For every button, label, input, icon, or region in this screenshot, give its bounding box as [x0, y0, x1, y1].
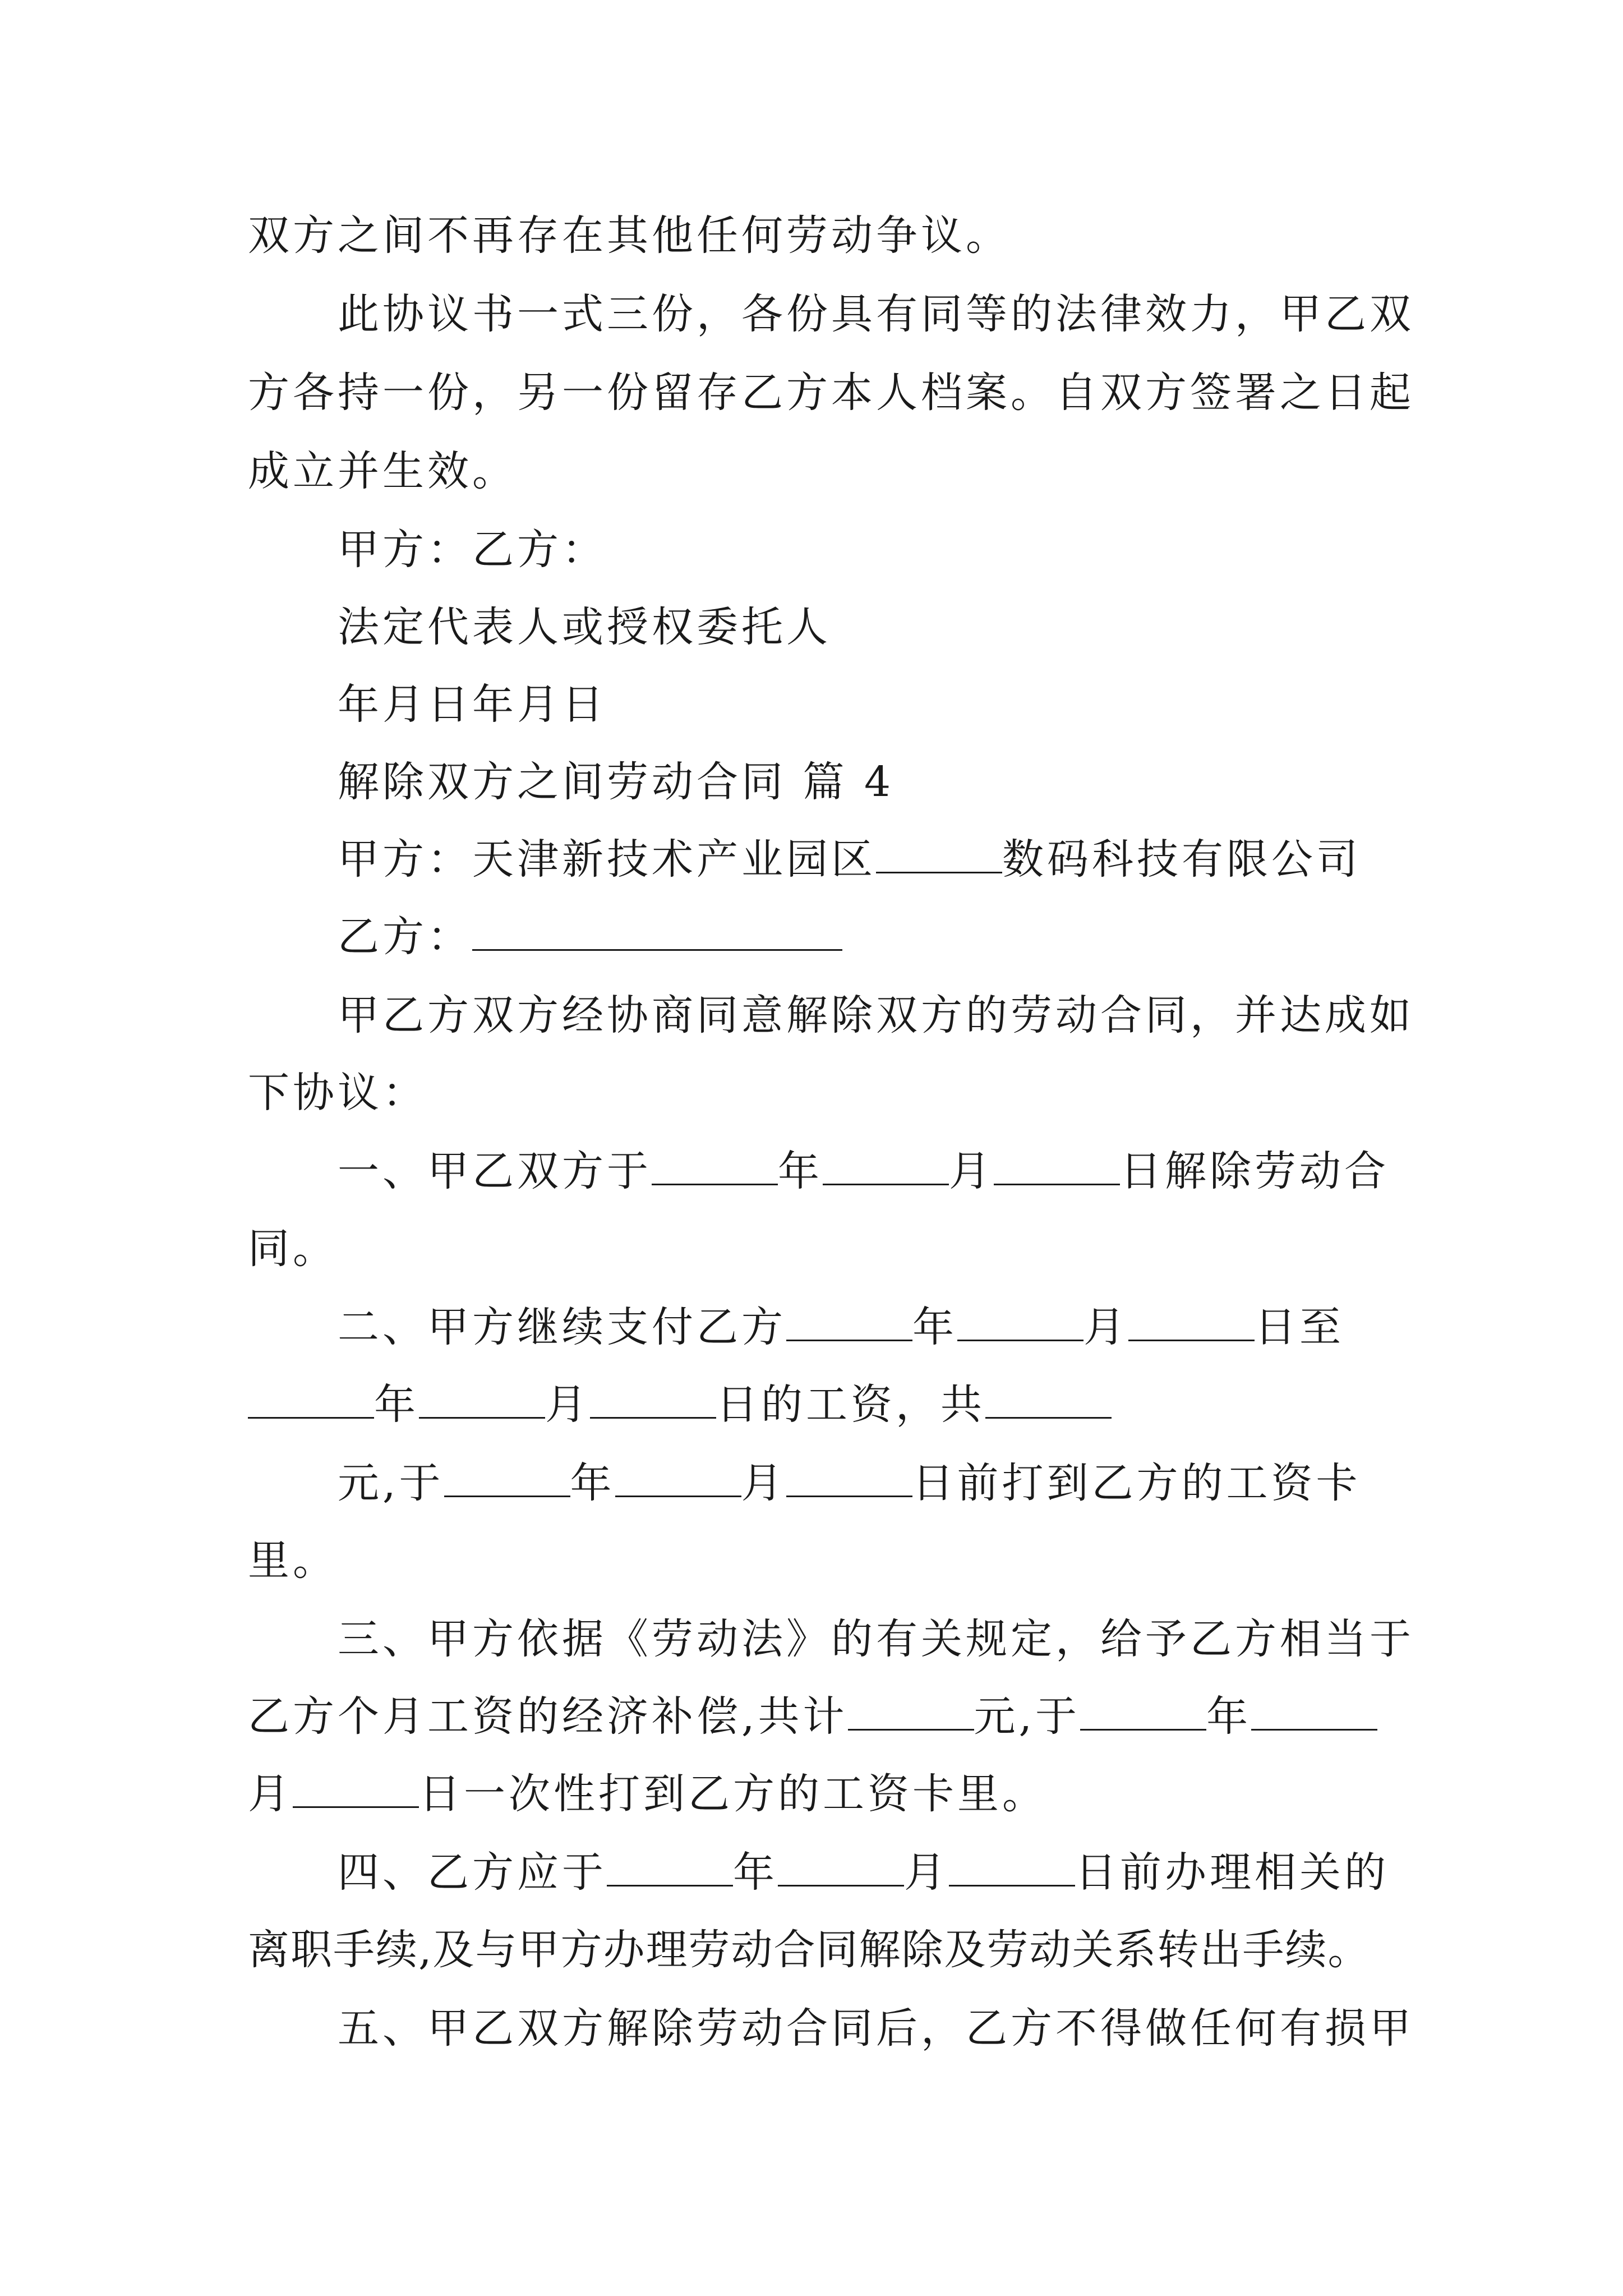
clause-text: 月	[741, 1459, 786, 1507]
text-line: 方各持一份，另一份留存乙方本人档案。自双方签署之日起	[248, 369, 1414, 417]
blank-field[interactable]	[786, 1305, 912, 1341]
clause-text: 一、甲乙双方于	[338, 1147, 652, 1195]
clause-text: 二、甲方继续支付乙方	[338, 1303, 786, 1351]
clause-1-line	[338, 1143, 1389, 1199]
blank-field[interactable]	[823, 1149, 949, 1185]
clause-4-line	[338, 1844, 1389, 1901]
section-heading: 解除双方之间劳动合同 篇 4	[338, 758, 895, 806]
clause-text: 年	[374, 1381, 419, 1429]
clause-text: 四、乙方应于	[338, 1848, 607, 1897]
blank-field[interactable]	[419, 1382, 545, 1419]
clause-text: 元,于	[338, 1459, 444, 1507]
party-b-line	[338, 909, 842, 965]
clause-4-line: 离职手续,及与甲方办理劳动合同解除及劳动关系转出手续。	[248, 1926, 1371, 1974]
clause-text: 日前打到乙方的工资卡	[912, 1459, 1361, 1507]
text-line: 成立并生效。	[248, 447, 517, 495]
clause-text: 年	[733, 1848, 778, 1897]
blank-field[interactable]	[1080, 1694, 1206, 1731]
clause-3-line: 三、甲方依据《劳动法》的有关规定，给予乙方相当于	[338, 1615, 1414, 1663]
blank-field[interactable]	[444, 1461, 570, 1497]
signature-parties: 甲方：乙方：	[338, 526, 607, 574]
clause-2-line	[338, 1455, 1361, 1511]
blank-field[interactable]	[1251, 1694, 1377, 1731]
clause-2-line: 里。	[248, 1536, 338, 1585]
party-a-prefix: 甲方：天津新技术产业园区	[338, 835, 876, 884]
blank-field[interactable]	[590, 1382, 716, 1419]
blank-field[interactable]	[472, 914, 842, 951]
clause-text: 乙方个月工资的经济补偿,共计	[248, 1692, 848, 1741]
clause-text: 月	[545, 1381, 590, 1429]
clause-text: 年	[570, 1459, 615, 1507]
legal-representative: 法定代表人或授权委托人	[338, 603, 831, 651]
text-line: 双方之间不再存在其他任何劳动争议。	[248, 211, 1011, 260]
clause-text: 日前办理相关的	[1075, 1848, 1389, 1897]
blank-field[interactable]	[985, 1382, 1112, 1419]
party-a-line	[338, 831, 1361, 887]
clause-3-line	[248, 1688, 1377, 1745]
clause-text: 日解除劳动合	[1120, 1147, 1389, 1195]
clause-5-line: 五、甲乙双方解除劳动合同后，乙方不得做任何有损甲	[338, 2004, 1414, 2053]
blank-field[interactable]	[876, 837, 1002, 873]
clause-2-line	[248, 1377, 1112, 1433]
clause-text: 日至	[1255, 1303, 1344, 1351]
clause-3-line	[248, 1766, 1047, 1822]
signature-dates: 年月日年月日	[338, 680, 607, 729]
clause-text: 年	[1206, 1692, 1252, 1741]
blank-field[interactable]	[957, 1305, 1083, 1341]
clause-2-line	[338, 1299, 1344, 1355]
party-a-suffix: 数码科技有限公司	[1002, 835, 1361, 884]
blank-field[interactable]	[848, 1694, 974, 1731]
clause-text: 元,于	[974, 1692, 1081, 1741]
clause-text: 日的工资，共	[716, 1381, 985, 1429]
clause-text: 月	[1083, 1303, 1128, 1351]
blank-field[interactable]	[1128, 1305, 1255, 1341]
blank-field[interactable]	[607, 1850, 733, 1887]
clause-text: 月	[904, 1848, 949, 1897]
blank-field[interactable]	[652, 1149, 778, 1185]
blank-field[interactable]	[615, 1461, 741, 1497]
clause-text: 年	[778, 1147, 823, 1195]
clause-text: 日一次性打到乙方的工资卡里。	[419, 1770, 1047, 1818]
clause-text: 年	[912, 1303, 957, 1351]
blank-field[interactable]	[293, 1772, 419, 1808]
blank-field[interactable]	[786, 1461, 912, 1497]
text-line: 此协议书一式三份，各份具有同等的法律效力，甲乙双	[338, 290, 1414, 338]
party-b-prefix: 乙方：	[338, 913, 472, 961]
clause-text: 月	[949, 1147, 994, 1195]
blank-field[interactable]	[248, 1382, 374, 1419]
intro-line: 甲乙方双方经协商同意解除双方的劳动合同，并达成如	[338, 991, 1414, 1039]
clause-1-line: 同。	[248, 1225, 338, 1273]
blank-field[interactable]	[949, 1850, 1075, 1887]
intro-line: 下协议：	[248, 1069, 427, 1117]
blank-field[interactable]	[994, 1149, 1120, 1185]
blank-field[interactable]	[778, 1850, 904, 1887]
clause-text: 月	[248, 1770, 293, 1818]
